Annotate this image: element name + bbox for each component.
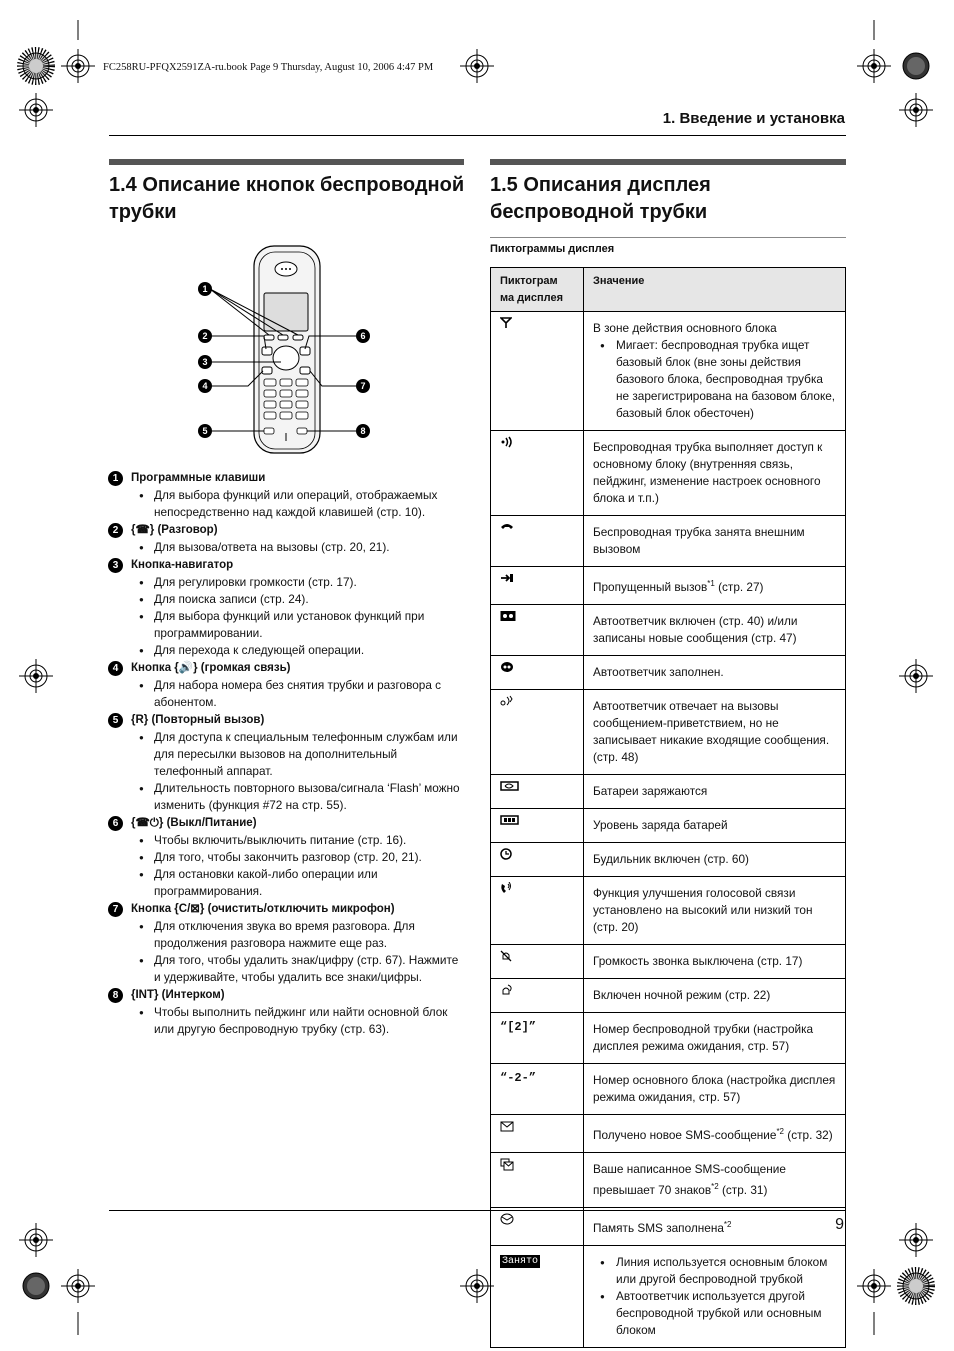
callout-1: 1 <box>202 284 208 294</box>
sms-over-icon <box>500 1158 514 1171</box>
table-row: Уровень заряда батарей <box>491 808 846 842</box>
table-row: Автоответчик отвечает на вызовы сообщением-приветствием, но не записывает никакие входящие сообщения. (стр. 48) <box>491 689 846 774</box>
display-icons-table <box>490 267 846 1348</box>
signal-waves-icon <box>500 436 514 448</box>
right-section-title: 1.5 Описания дисплея беспроводной трубки <box>490 174 711 223</box>
table-row: Автоответчик заполнен. <box>491 655 846 689</box>
table-row: Функция улучшения голосовой связи установлено на высокий или низкий тон (стр. 20) <box>491 876 846 944</box>
table-row: “-2-” Номер основного блока (настройка дисплея режима ожидания, стр. 57) <box>491 1063 846 1114</box>
key-item: 7 Кнопка {C/⊠} (очистить/отключить микрофон) ● Для отключения звука во время разговора. Для продолжения разговора нажмите еще раз. ● Для того, чтобы удалить знак/цифру (стр. 67). Нажмите и удерживайте, чтобы удалить все знаки/цифры. <box>108 901 464 986</box>
key-item: 1 Программные клавиши ● Для выбора функций или операций, отображаемых непосредственно над каждой клавишей (стр. 10). <box>108 470 464 521</box>
handset-diagram <box>196 243 376 458</box>
callout-4: 4 <box>202 381 208 391</box>
key-item: 2 {☎} (Разговор) ● Для вызова/ответа на вызовы (стр. 20, 21). <box>108 522 464 556</box>
antenna-icon <box>500 317 512 329</box>
table-row: Беспроводная трубка выполняет доступ к основному блоку (внутренняя связь, пейджинг, изменение настроек основного блока и т.п.) <box>491 431 846 516</box>
column-header-meaning: Значение <box>584 268 846 312</box>
handset-icon <box>500 521 514 533</box>
key-item: 6 {☎⏻} (Выкл/Питание) ● Чтобы включить/выключить питание (стр. 16). ● Для того, чтобы закончить разговор (стр. 20, 21). ● Для остановки какой-либо операции или программирования. <box>108 815 464 900</box>
table-row: Пропущенный вызов$^{*1}$ (стр. 27) <box>491 567 846 605</box>
base-number-icon: “-2-” <box>500 1070 537 1085</box>
answering-machine-icon <box>500 610 516 622</box>
table-row: Занято ● Линия используется основным блоком или другой беспроводной трубкой ● Автоответчик используется другой беспроводной трубкой или основным блоком <box>491 1245 846 1347</box>
column-header-icon: Пиктограм ма дисплея <box>491 268 584 312</box>
greeting-only-icon <box>500 695 514 707</box>
subheading: Пиктограммы дисплея <box>490 243 615 255</box>
answering-full-icon <box>500 661 514 673</box>
alarm-icon <box>500 848 512 860</box>
callout-2: 2 <box>202 331 208 341</box>
table-row: Батареи заряжаются <box>491 774 846 808</box>
key-item: 8 {INT} (Интерком) ● Чтобы выполнить пейджинг или найти основной блок или другую беспроводную трубку (стр. 63). <box>108 987 464 1038</box>
left-section-bar <box>109 159 464 165</box>
callout-3: 3 <box>202 357 208 367</box>
key-descriptions <box>108 470 464 1039</box>
callout-5: 5 <box>202 426 208 436</box>
callout-6: 6 <box>360 331 366 341</box>
table-row: Беспроводная трубка занята внешним вызовом <box>491 516 846 567</box>
handset-number-icon: “[2]” <box>500 1019 537 1034</box>
battery-charging-icon <box>500 780 520 792</box>
table-row: В зоне действия основного блока ● Мигает: беспроводная трубка ищет базовый блок (вне зоны действия базового блока, беспроводная трубка не зарегистрирована на базовом блоке, базовый блок обесточен) <box>491 312 846 431</box>
chapter-title: 1. Введение и установка <box>662 110 845 127</box>
line-busy-icon: Занято <box>502 1255 539 1267</box>
table-row: Включен ночной режим (стр. 22) <box>491 978 846 1012</box>
header-rule <box>109 135 846 136</box>
battery-level-icon <box>500 814 520 826</box>
table-row: Получено новое SMS-сообщение$^{*2}$ (стр. 32) <box>491 1114 846 1152</box>
footer-rule <box>109 1210 846 1211</box>
table-row: Автоответчик включен (стр. 40) и/или записаны новые сообщения (стр. 47) <box>491 604 846 655</box>
right-section-bar <box>490 159 846 165</box>
missed-call-icon <box>500 572 514 584</box>
night-mode-icon <box>500 984 513 997</box>
left-section-title: 1.4 Описание кнопок беспроводной трубки <box>109 174 465 223</box>
sms-full-icon <box>500 1213 514 1225</box>
key-item: 4 Кнопка {🔊} (громкая связь) ● Для набора номера без снятия трубки и разговора с абонентом. <box>108 660 464 711</box>
table-row: Ваше написанное SMS-сообщение превышает 70 знаков$^{*2}$ (стр. 31) <box>491 1152 846 1207</box>
callout-8: 8 <box>360 426 366 436</box>
print-info-line: FC258RU-PFQX2591ZA-ru.book Page 9 Thursday, August 10, 2006 4:47 PM <box>103 62 434 73</box>
table-row: “[2]” Номер беспроводной трубки (настройка дисплея режима ожидания, стр. 57) <box>491 1012 846 1063</box>
key-item: 3 Кнопка-навигатор ● Для регулировки громкости (стр. 17). ● Для поиска записи (стр. 24). ● Для выбора функций или установок функций при программировании. ● Для перехода к следующей операции. <box>108 557 464 659</box>
key-item: 5 {R} (Повторный вызов) ● Для доступа к специальным телефонным службам или для пересылки вызовов на дополнительный телефонный аппарат. ● Длительность повторного вызова/сигнала ‘Flash’ можно изменить (функция #72 на стр. 55). <box>108 712 464 814</box>
ringer-off-icon <box>500 950 512 962</box>
table-row: Память SMS заполнена$^{*2}$ <box>491 1207 846 1245</box>
sms-new-icon <box>500 1121 514 1132</box>
page-number: 9 <box>835 1216 844 1233</box>
table-row: Громкость звонка выключена (стр. 17) <box>491 944 846 978</box>
table-row: Будильник включен (стр. 60) <box>491 842 846 876</box>
subheading-rule <box>490 237 846 238</box>
voice-enhance-icon <box>500 882 512 895</box>
table-header-row <box>491 268 846 312</box>
callout-7: 7 <box>360 381 366 391</box>
